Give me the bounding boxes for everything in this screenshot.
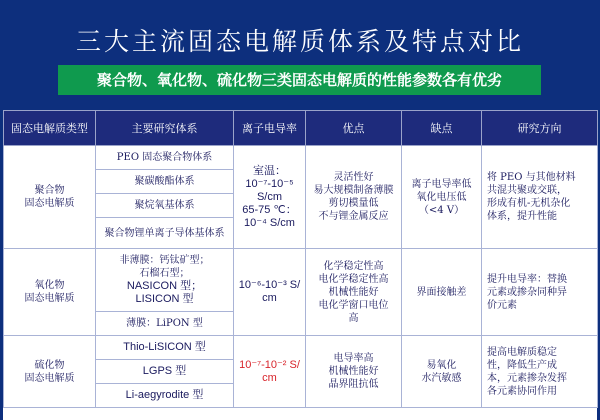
- type-line: 固态电解质: [24, 293, 75, 304]
- direction-line: 性，降低生产成: [487, 359, 557, 371]
- conductivity-line: 65-75 ℃：: [242, 203, 297, 216]
- direction-line: 提高电解质稳定: [487, 346, 557, 358]
- type-line: 硫化物: [34, 359, 65, 371]
- direction-line: 元素或掺杂同种异: [487, 286, 567, 298]
- direction-line: 形成有机-无机杂化: [487, 198, 571, 209]
- system-cell: Thio-LiSICON 型: [96, 336, 234, 360]
- system-line: LISICON 型: [135, 293, 194, 305]
- cons-cell: [402, 336, 482, 408]
- pros-line: 晶界阻抗低: [328, 379, 379, 390]
- conductivity-line: 10⁻⁶-10⁻³ S/: [238, 279, 301, 291]
- pros-line: 化学稳定性高: [323, 260, 384, 272]
- direction-line: 将 PEO 与其他材料: [487, 172, 576, 183]
- conductivity-cell: [234, 249, 306, 336]
- system-cell: 薄膜：LiPON 型: [96, 312, 234, 336]
- pros-line: 机械性能好: [328, 286, 379, 298]
- system-line: 非薄膜：钙钛矿型；: [119, 255, 210, 266]
- cons-line: 易氧化: [426, 359, 457, 371]
- comparison-table: [3, 110, 598, 408]
- conductivity-line: 室温：: [253, 164, 286, 177]
- system-cell: LGPS 型: [96, 360, 234, 384]
- type-cell: [4, 336, 96, 408]
- direction-cell: [482, 336, 598, 408]
- pros-line: 机械性能好: [328, 366, 379, 377]
- pros-cell: [306, 249, 402, 336]
- pros-line: 电化学稳定性高: [318, 273, 389, 285]
- type-cell: [4, 249, 96, 336]
- system-cell: PEO 固态聚合物体系: [96, 146, 234, 170]
- direction-cell: [482, 146, 598, 249]
- cons-line: 水汽敏感: [421, 372, 462, 384]
- direction-line: 共混共聚或交联，: [487, 185, 567, 196]
- slide-title: 三大主流固态电解质体系及特点对比: [75, 27, 524, 56]
- pros-line: 易大规模制备薄膜: [313, 185, 394, 196]
- conductivity-line: 10⁻⁷-10⁻² S/: [239, 358, 300, 371]
- table-row: [4, 146, 598, 170]
- system-cell: 聚碳酸酯体系: [96, 170, 234, 194]
- direction-line: 体系，提升性能: [487, 211, 557, 222]
- header-type: 固态电解质类型: [4, 111, 96, 146]
- subtitle-banner: 聚合物、氧化物、硫化物三类固态电解质的性能参数各有优劣: [58, 65, 541, 95]
- header-cons: 缺点: [402, 111, 482, 146]
- type-line: 聚合物: [34, 185, 65, 196]
- header-pros: 优点: [306, 111, 402, 146]
- direction-line: 本，元素掺杂发挥: [487, 372, 567, 384]
- cons-line: （<4 V）: [418, 204, 465, 216]
- pros-line: 不与锂金属反应: [318, 211, 389, 222]
- system-line: 石榴石型；: [139, 268, 190, 279]
- cons-line: 离子电导率低: [411, 178, 472, 190]
- conductivity-cell: [234, 336, 306, 408]
- conductivity-line: 10⁻⁷-10⁻⁵ S/cm: [245, 177, 294, 203]
- comparison-table-wrap: [3, 110, 597, 420]
- pros-line: 电化学窗口电位: [318, 299, 389, 311]
- header-systems: 主要研究体系: [96, 111, 234, 146]
- pros-line: 高: [348, 312, 359, 324]
- table-row: [4, 336, 598, 360]
- table-row: [4, 249, 598, 312]
- system-cell: [96, 249, 234, 312]
- system-cell: 聚烷氧基体系: [96, 194, 234, 218]
- table-header-row: [4, 111, 598, 146]
- pros-cell: [306, 146, 402, 249]
- pros-line: 电导率高: [333, 353, 374, 364]
- cons-cell: 界面接触差: [402, 249, 482, 336]
- direction-line: 提升电导率：替换: [487, 273, 567, 285]
- conductivity-line: cm: [262, 371, 277, 384]
- header-direction: 研究方向: [482, 111, 598, 146]
- system-cell: 聚合物锂单离子导体基体系: [96, 218, 234, 249]
- conductivity-line: 10⁻⁴ S/cm: [244, 216, 295, 229]
- type-line: 氧化物: [34, 280, 65, 291]
- conductivity-cell: [234, 146, 306, 249]
- type-cell: [4, 146, 96, 249]
- direction-cell: [482, 249, 598, 336]
- direction-line: 各元素协同作用: [487, 385, 557, 397]
- type-line: 固态电解质: [24, 198, 75, 209]
- pros-cell: [306, 336, 402, 408]
- system-cell: Li-aegyrodite 型: [96, 384, 234, 408]
- pros-line: 灵活性好: [333, 172, 374, 183]
- cons-cell: [402, 146, 482, 249]
- header-conductivity: 离子电导率: [234, 111, 306, 146]
- type-line: 固态电解质: [24, 372, 75, 384]
- conductivity-line: cm: [262, 292, 277, 304]
- cons-line: 氧化电压低: [416, 191, 467, 203]
- system-line: NASICON 型；: [126, 280, 203, 292]
- pros-line: 剪切模量低: [328, 198, 379, 209]
- direction-line: 价元素: [487, 299, 517, 311]
